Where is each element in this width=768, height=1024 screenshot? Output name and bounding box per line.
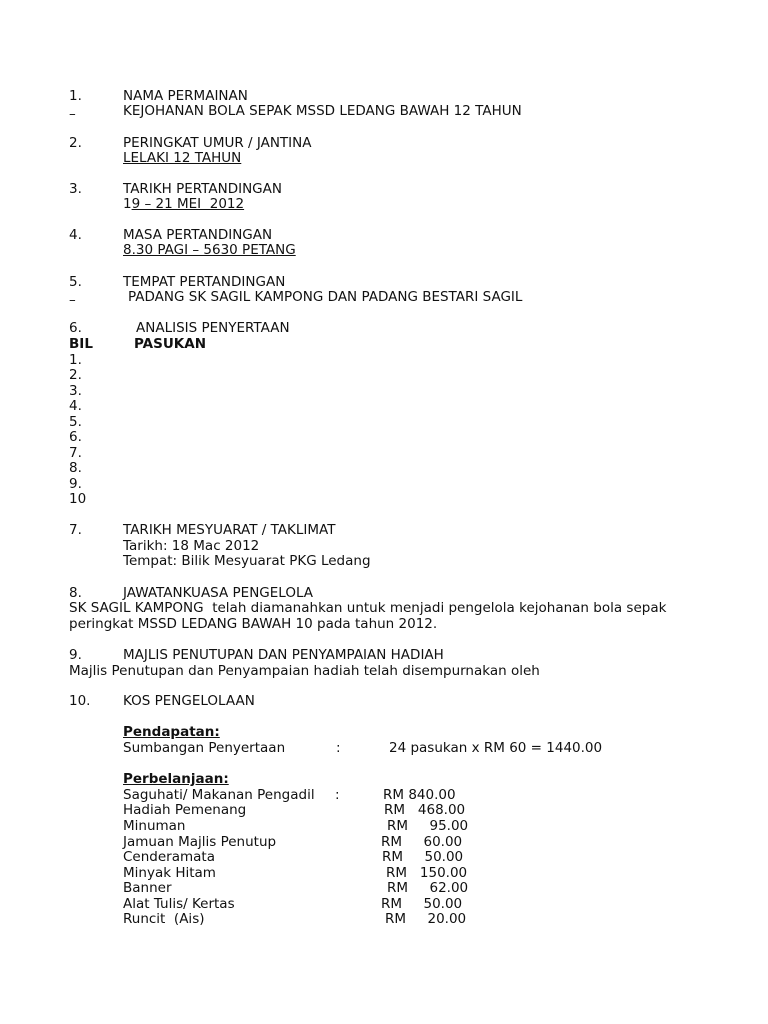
expense-amount: RM 62.00 (387, 880, 469, 896)
section-3-value (123, 196, 244, 212)
section-4-number: 4. (69, 227, 82, 243)
expense-amount: RM 20.00 (385, 911, 467, 927)
meeting-place: Tempat: Bilik Mesyuarat PKG Ledang (123, 553, 371, 569)
section-3-number: 3. (69, 181, 82, 197)
section-8-number: 8. (69, 585, 82, 601)
expense-amount: RM 60.00 (381, 834, 463, 850)
expense-label: Hadiah Pemenang (123, 802, 247, 818)
expense-label: Jamuan Majlis Penutup (123, 834, 277, 850)
section-4-value: 8.30 PAGI – 5630 PETANG (123, 242, 296, 258)
section-1-dash: – (69, 106, 76, 122)
column-header-bil: BIL (69, 336, 93, 352)
expense-label: Banner (123, 880, 172, 896)
expense-title: Perbelanjaan: (123, 771, 229, 787)
team-row-number: 10 (69, 491, 87, 507)
section-1-heading: NAMA PERMAINAN (123, 88, 248, 104)
expense-amount: RM 50.00 (381, 896, 463, 912)
section-5-value: PADANG SK SAGIL KAMPONG DAN PADANG BESTARI SAGIL (128, 289, 523, 305)
expense-amount: RM 50.00 (382, 849, 464, 865)
section-5-heading: TEMPAT PERTANDINGAN (123, 274, 286, 290)
closing-paragraph: Majlis Penutupan dan Penyampaian hadiah telah disempurnakan oleh (69, 663, 540, 679)
section-3-value-underlined: 9 – 21 MEI 2012 (131, 196, 245, 212)
income-label: Sumbangan Penyertaan (123, 740, 286, 756)
team-row-number: 7. (69, 445, 82, 461)
section-7-number: 7. (69, 522, 82, 538)
expense-label: Saguhati/ Makanan Pengadil (123, 787, 315, 803)
section-10-number: 10. (69, 693, 91, 709)
expense-label: Cenderamata (123, 849, 215, 865)
section-10-heading: KOS PENGELOLAAN (123, 693, 255, 709)
expense-label: Alat Tulis/ Kertas (123, 896, 235, 912)
section-1-value: KEJOHANAN BOLA SEPAK MSSD LEDANG BAWAH 12 TAHUN (123, 103, 522, 119)
section-2-number: 2. (69, 135, 82, 151)
team-row-number: 9. (69, 476, 82, 492)
section-7-heading: TARIKH MESYUARAT / TAKLIMAT (123, 522, 336, 538)
section-6-heading: ANALISIS PENYERTAAN (136, 320, 290, 336)
expense-amount: RM 468.00 (384, 802, 466, 818)
section-2-heading: PERINGKAT UMUR / JANTINA (123, 135, 312, 151)
expense-colon: : (335, 787, 340, 803)
section-1-number: 1. (69, 88, 82, 104)
section-6-number: 6. (69, 320, 82, 336)
income-colon: : (336, 740, 341, 756)
section-5-number: 5. (69, 274, 82, 290)
income-value: 24 pasukan x RM 60 = 1440.00 (389, 740, 603, 756)
section-8-heading: JAWATANKUASA PENGELOLA (123, 585, 314, 601)
section-5-dash: – (69, 292, 76, 308)
team-row-number: 8. (69, 460, 82, 476)
organizer-paragraph-line-2: peringkat MSSD LEDANG BAWAH 10 pada tahun 2012. (69, 616, 438, 632)
team-row-number: 2. (69, 367, 82, 383)
expense-label: Runcit (Ais) (123, 911, 205, 927)
expense-label: Minyak Hitam (123, 865, 216, 881)
column-header-pasukan: PASUKAN (134, 336, 206, 352)
section-9-heading: MAJLIS PENUTUPAN DAN PENYAMPAIAN HADIAH (123, 647, 444, 663)
team-row-number: 5. (69, 414, 82, 430)
expense-amount: RM 150.00 (386, 865, 468, 881)
team-row-number: 4. (69, 398, 82, 414)
meeting-date: Tarikh: 18 Mac 2012 (123, 538, 260, 554)
expense-amount: RM 840.00 (383, 787, 456, 803)
team-row-number: 1. (69, 352, 82, 368)
section-4-heading: MASA PERTANDINGAN (123, 227, 273, 243)
income-title: Pendapatan: (123, 724, 220, 740)
section-3-heading: TARIKH PERTANDINGAN (123, 181, 282, 197)
expense-amount: RM 95.00 (387, 818, 469, 834)
expense-label: Minuman (123, 818, 186, 834)
organizer-paragraph-line-1: SK SAGIL KAMPONG telah diamanahkan untuk menjadi pengelola kejohanan bola sepak (69, 600, 667, 616)
team-row-number: 6. (69, 429, 82, 445)
section-9-number: 9. (69, 647, 82, 663)
team-row-number: 3. (69, 383, 82, 399)
section-3-value-plain: 1 (123, 196, 132, 212)
section-2-value: LELAKI 12 TAHUN (123, 150, 242, 166)
